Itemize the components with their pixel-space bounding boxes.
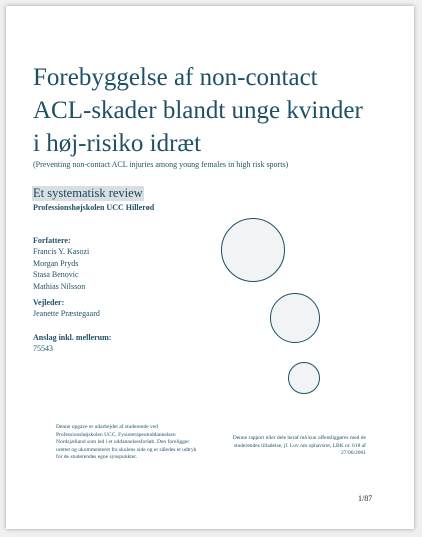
footnote-right: Denne rapport eller dele heraf må kun offentliggøres med de studerendes tilladelse, jf. Lov om ophavsret, LBK nr. 618 af 27/06/2001: [232, 435, 366, 456]
review-heading: Et systematisk review: [33, 186, 143, 200]
author-name: Francis Y. Kasozi: [33, 247, 90, 256]
characters-value: 75543: [33, 344, 53, 353]
footnote-left: Denne opgave er udarbejdet af studerende ved Professionshøjskolen UCC, Fysioterapeutuddannelsen Nordsjælland som led i et uddannelsesforløb. Den foreligger urettet og ukommenteret fra skolens side og er således et udtryk for de studerendes egne synspunkter.: [56, 424, 197, 460]
characters-section: [33, 333, 111, 355]
decorative-circle-small: [288, 362, 320, 394]
decorative-circle-large: [221, 218, 285, 282]
characters-label: Anslag inkl. mellerum:: [33, 333, 112, 342]
document-page: [6, 6, 414, 529]
institution-name: Professionshøjskolen UCC Hillerød: [33, 203, 155, 212]
page-number: 1/87: [358, 494, 373, 503]
author-name: Morgan Pryds: [33, 258, 79, 268]
authors-label: Forfattere:: [33, 236, 71, 245]
author-name: Stasa Benovic: [33, 270, 79, 279]
decorative-circle-medium: [270, 293, 320, 343]
supervisor-name: Jeanette Præstegaard: [33, 309, 100, 318]
supervisor-section: [33, 298, 100, 320]
document-title: Forebyggelse af non-contact ACL-skader blandt unge kvinder i høj-risiko idræt: [33, 64, 363, 157]
document-subtitle: (Preventing non-contact ACL injuries among young females in high risk sports): [33, 160, 289, 169]
authors-section: [33, 236, 89, 292]
author-name: Mathias Nilsson: [33, 281, 86, 291]
supervisor-label: Vejleder:: [33, 298, 65, 307]
